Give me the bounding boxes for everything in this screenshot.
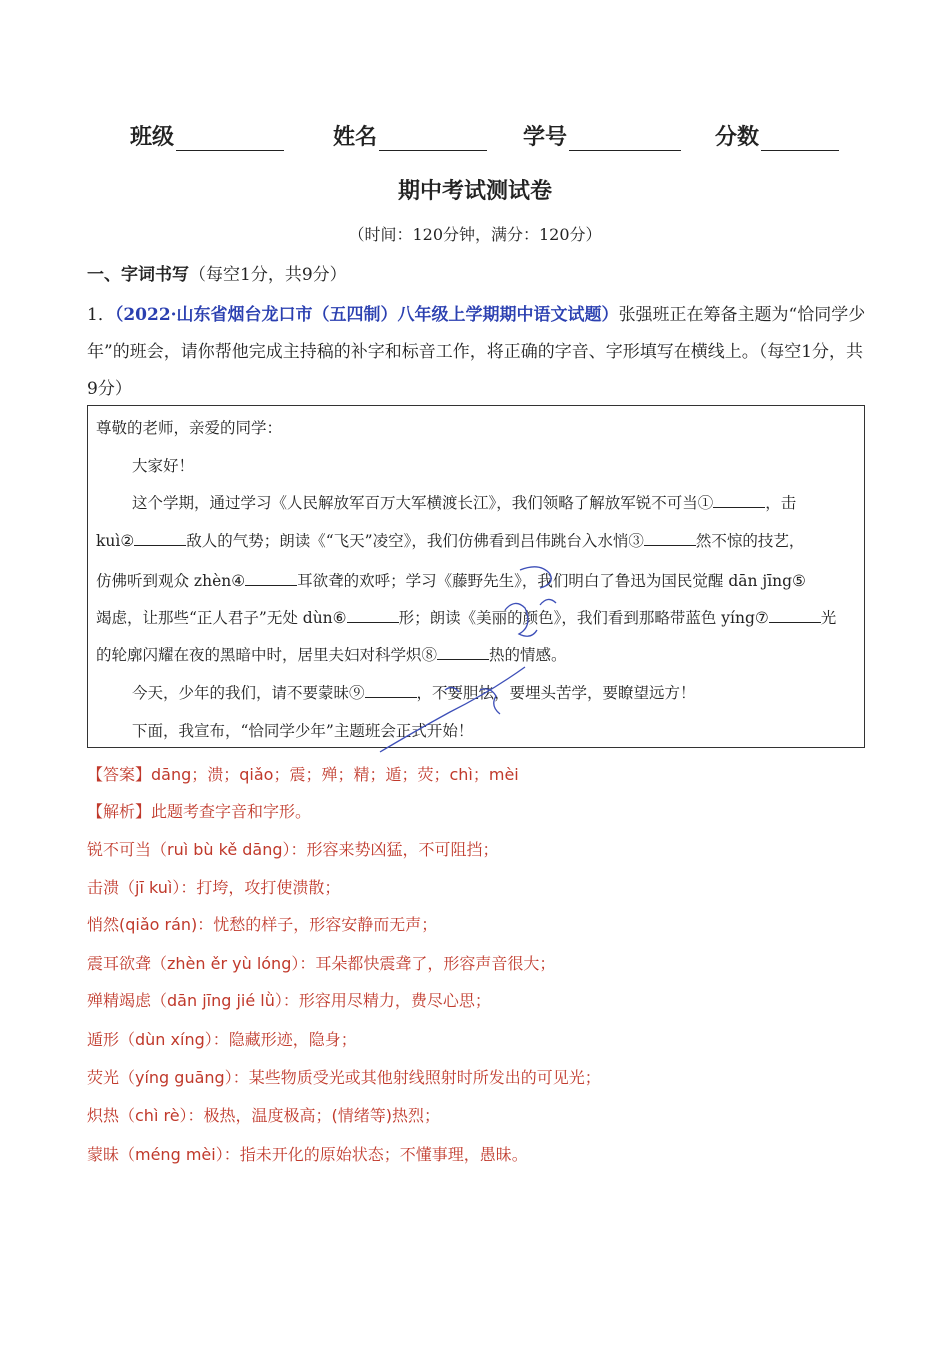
id-field bbox=[523, 120, 681, 151]
passage-line: 这个学期，通过学习《人民解放军百万大军横渡长江》，我们领略了解放军锐不可当① ，击 bbox=[132, 494, 797, 512]
passage-hello: 大家好！ bbox=[132, 457, 195, 475]
analysis-item: 蒙昧（méng mèi）：指未开化的原始状态；不懂事理，愚昧。 bbox=[87, 1145, 528, 1164]
id-label: 学号 bbox=[523, 124, 568, 150]
class-blank[interactable] bbox=[176, 126, 284, 151]
score-field bbox=[715, 120, 839, 151]
blank-1[interactable] bbox=[713, 493, 765, 508]
passage-line: 的轮廓闪耀在夜的黑暗中时，居里夫妇对科学炽⑧ 热的情感。 bbox=[96, 646, 567, 664]
blank-3[interactable] bbox=[644, 531, 696, 546]
question-source: （2022·山东省烟台龙口市（五四制）八年级上学期期中语文试题） bbox=[114, 305, 619, 325]
blank-8[interactable] bbox=[437, 645, 489, 660]
section-note: （每空1分，共9分） bbox=[189, 265, 347, 285]
section-title: 一、字词书写 bbox=[87, 265, 189, 285]
student-info-header bbox=[0, 120, 950, 160]
question-text: 张强班正在筹备主题为“恰同学少年”的班会，请你帮他完成主持稿的补字和标音工作，将正确的字音、字形填写在横线上。（每空1分，共9分） bbox=[87, 305, 866, 399]
analysis-item: 遁形（dùn xíng）：隐藏形迹，隐身； bbox=[87, 1030, 357, 1049]
class-label: 班级 bbox=[130, 124, 175, 150]
answer-line: 【答案】dāng；溃；qiǎo；震；殚；精；遁；荧；chì；mèi bbox=[87, 765, 519, 784]
score-label: 分数 bbox=[715, 124, 760, 150]
passage-box bbox=[87, 405, 865, 748]
analysis-item: 悄然(qiǎo rán)：忧愁的样子，形容安静而无声； bbox=[87, 915, 438, 934]
passage-line: 仿佛听到观众 zhèn④ 耳欲聋的欢呼；学习《藤野先生》，我们明白了鲁迅为国民觉醒 dān jīng⑤ bbox=[96, 572, 806, 590]
page-title: 期中考试测试卷 bbox=[397, 178, 552, 204]
blank-4[interactable] bbox=[245, 571, 297, 586]
analysis-item: 炽热（chì rè）：极热，温度极高；(情绪等)热烈； bbox=[87, 1106, 441, 1125]
class-field bbox=[130, 120, 284, 151]
passage-closing: 下面，我宣布，“恰同学少年”主题班会正式开始！ bbox=[132, 722, 474, 740]
passage-line: 竭虑，让那些“正人君子”无处 dùn⑥ 形；朗读《美丽的颜色》，我们看到那略带蓝色 yíng⑦ 光 bbox=[96, 609, 837, 627]
passage-line: kuì② 敌人的气势；朗读《“飞天”凌空》，我们仿佛看到吕伟跳台入水悄③ 然不惊的技艺， bbox=[96, 532, 805, 550]
blank-2[interactable] bbox=[134, 531, 186, 546]
analysis-item: 殚精竭虑（dān jīng jié lǜ）：形容用尽精力，费尽心思； bbox=[87, 991, 491, 1010]
analysis-line: 【解析】此题考查字音和字形。 bbox=[87, 802, 312, 821]
analysis-item: 荧光（yíng guāng）：某些物质受光或其他射线照射时所发出的可见光； bbox=[87, 1068, 601, 1087]
exam-time-info: （时间：120分钟，满分：120分） bbox=[348, 225, 602, 244]
passage-line: 今天，少年的我们，请不要蒙昧⑨ ，不要胆怯，要埋头苦学，要瞭望远方！ bbox=[132, 684, 696, 702]
question-1 bbox=[87, 297, 867, 408]
blank-9[interactable] bbox=[365, 683, 417, 698]
name-field bbox=[333, 120, 487, 151]
section-heading bbox=[87, 260, 347, 285]
id-blank[interactable] bbox=[569, 126, 681, 151]
blank-6[interactable] bbox=[347, 608, 399, 623]
question-number: 1． bbox=[87, 305, 115, 325]
score-blank[interactable] bbox=[761, 126, 839, 151]
analysis-item: 锐不可当（ruì bù kě dāng）：形容来势凶猛，不可阻挡； bbox=[87, 840, 499, 859]
name-label: 姓名 bbox=[333, 124, 378, 150]
blank-7[interactable] bbox=[769, 608, 821, 623]
analysis-item: 击溃（jī kuì）：打垮，攻打使溃散； bbox=[87, 878, 341, 897]
name-blank[interactable] bbox=[379, 126, 487, 151]
analysis-item: 震耳欲聋（zhèn ěr yù lóng）：耳朵都快震聋了，形容声音很大； bbox=[87, 954, 556, 973]
passage-greeting: 尊敬的老师，亲爱的同学： bbox=[96, 419, 283, 437]
